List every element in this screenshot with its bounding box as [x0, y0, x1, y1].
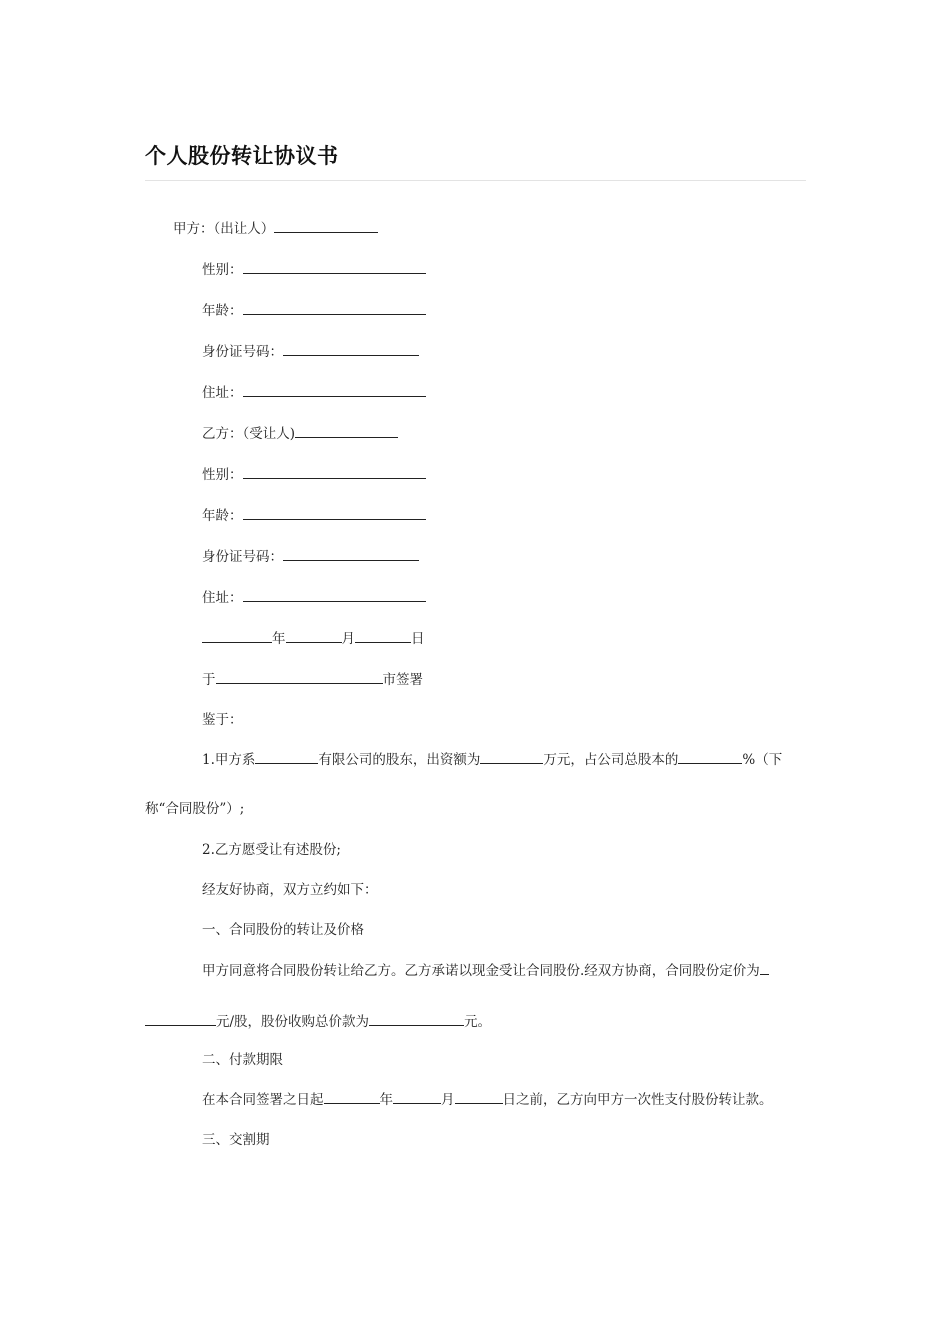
capital-blank — [480, 750, 543, 764]
party-b-id-line — [202, 547, 419, 566]
year-blank — [202, 629, 272, 643]
party-b-id-label: 身份证号码： — [202, 549, 283, 565]
clause-1-text-d: %（下 — [742, 752, 783, 768]
day-blank — [355, 629, 411, 643]
party-a-age-label: 年龄： — [202, 303, 243, 319]
clause-1-continuation: 称“合同股份”）; — [145, 801, 245, 817]
section-1-text-b: 元。 — [464, 1014, 492, 1030]
clause-1-text-a: 甲方系 — [214, 752, 256, 768]
party-a-address-label: 住址： — [202, 385, 243, 401]
section-1-heading: 一、合同股份的转让及价格 — [202, 922, 364, 938]
party-b-age-blank — [243, 506, 426, 520]
payment-year-blank — [324, 1090, 380, 1104]
party-a-id-line — [202, 342, 419, 361]
place-prefix: 于 — [202, 672, 216, 688]
party-b-address-line — [202, 588, 426, 607]
section-2-heading: 二、付款期限 — [202, 1052, 283, 1068]
party-a-age-blank — [243, 301, 426, 315]
payment-month-blank — [393, 1090, 441, 1104]
section-3-heading: 三、交割期 — [202, 1132, 270, 1148]
clause-1-number: 1. — [202, 752, 215, 768]
party-a-line — [173, 219, 378, 238]
month-label: 月 — [341, 631, 355, 647]
party-a-address-blank — [243, 383, 426, 397]
clause-2-number: 2. — [202, 842, 215, 858]
place-blank — [216, 670, 383, 684]
party-a-age-line — [202, 301, 426, 320]
party-b-address-label: 住址： — [202, 590, 243, 606]
party-a-gender-line — [202, 260, 426, 279]
month-blank — [286, 629, 342, 643]
party-b-id-blank — [283, 547, 419, 561]
party-a-id-label: 身份证号码： — [202, 344, 283, 360]
section-2-text-b: 日之前，乙方向甲方一次性支付股份转让款。 — [502, 1092, 773, 1108]
clause-2 — [202, 841, 341, 859]
section-1-body: 甲方同意将合同股份转让给乙方。乙方承诺以现金受让合同股份.经双方协商，合同股份定价为 — [202, 963, 760, 979]
party-a-label: 甲方：（出让人） — [173, 221, 275, 237]
clause-2-text: 乙方愿受让有述股份; — [214, 842, 341, 858]
party-a-gender-label: 性别： — [202, 262, 243, 278]
section-2-month-label: 月 — [441, 1092, 455, 1108]
party-b-line — [202, 424, 398, 443]
section-2-text-a: 在本合同签署之日起 — [202, 1092, 324, 1108]
section-2-text — [202, 1090, 773, 1109]
clause-1 — [202, 750, 782, 769]
year-label: 年 — [272, 631, 286, 647]
place-line — [202, 670, 423, 689]
party-a-address-line — [202, 383, 426, 402]
day-label: 日 — [411, 631, 425, 647]
price-blank — [145, 1012, 216, 1026]
party-b-address-blank — [243, 588, 426, 602]
price-blank-start — [760, 961, 769, 975]
party-b-age-line — [202, 506, 426, 525]
party-a-id-blank — [283, 342, 419, 356]
party-a-name-blank — [274, 219, 378, 233]
date-line — [202, 629, 425, 648]
company-blank — [255, 750, 318, 764]
section-1-continuation — [145, 1012, 491, 1031]
whereas-heading: 鉴于： — [202, 712, 243, 728]
party-b-name-blank — [295, 424, 398, 438]
place-suffix: 市签署 — [382, 672, 423, 688]
party-b-gender-line — [202, 465, 426, 484]
document-title: 个人股份转让协议书 — [145, 144, 339, 168]
section-1-text-a: 元/股，股份收购总价款为 — [216, 1014, 370, 1030]
party-b-age-label: 年龄： — [202, 508, 243, 524]
total-price-blank — [369, 1012, 464, 1026]
agreement-intro: 经友好协商，双方立约如下： — [202, 882, 378, 898]
party-b-gender-blank — [243, 465, 426, 479]
section-1-text — [202, 961, 769, 980]
title-divider — [145, 180, 806, 181]
clause-1-text-b: 有限公司的股东，出资额为 — [318, 752, 481, 768]
section-2-year-label: 年 — [379, 1092, 393, 1108]
party-a-gender-blank — [243, 260, 426, 274]
payment-day-blank — [455, 1090, 503, 1104]
party-b-gender-label: 性别： — [202, 467, 243, 483]
clause-1-text-c: 万元，占公司总股本的 — [543, 752, 679, 768]
party-b-label: 乙方：（受让人) — [202, 426, 296, 442]
percent-blank — [678, 750, 742, 764]
